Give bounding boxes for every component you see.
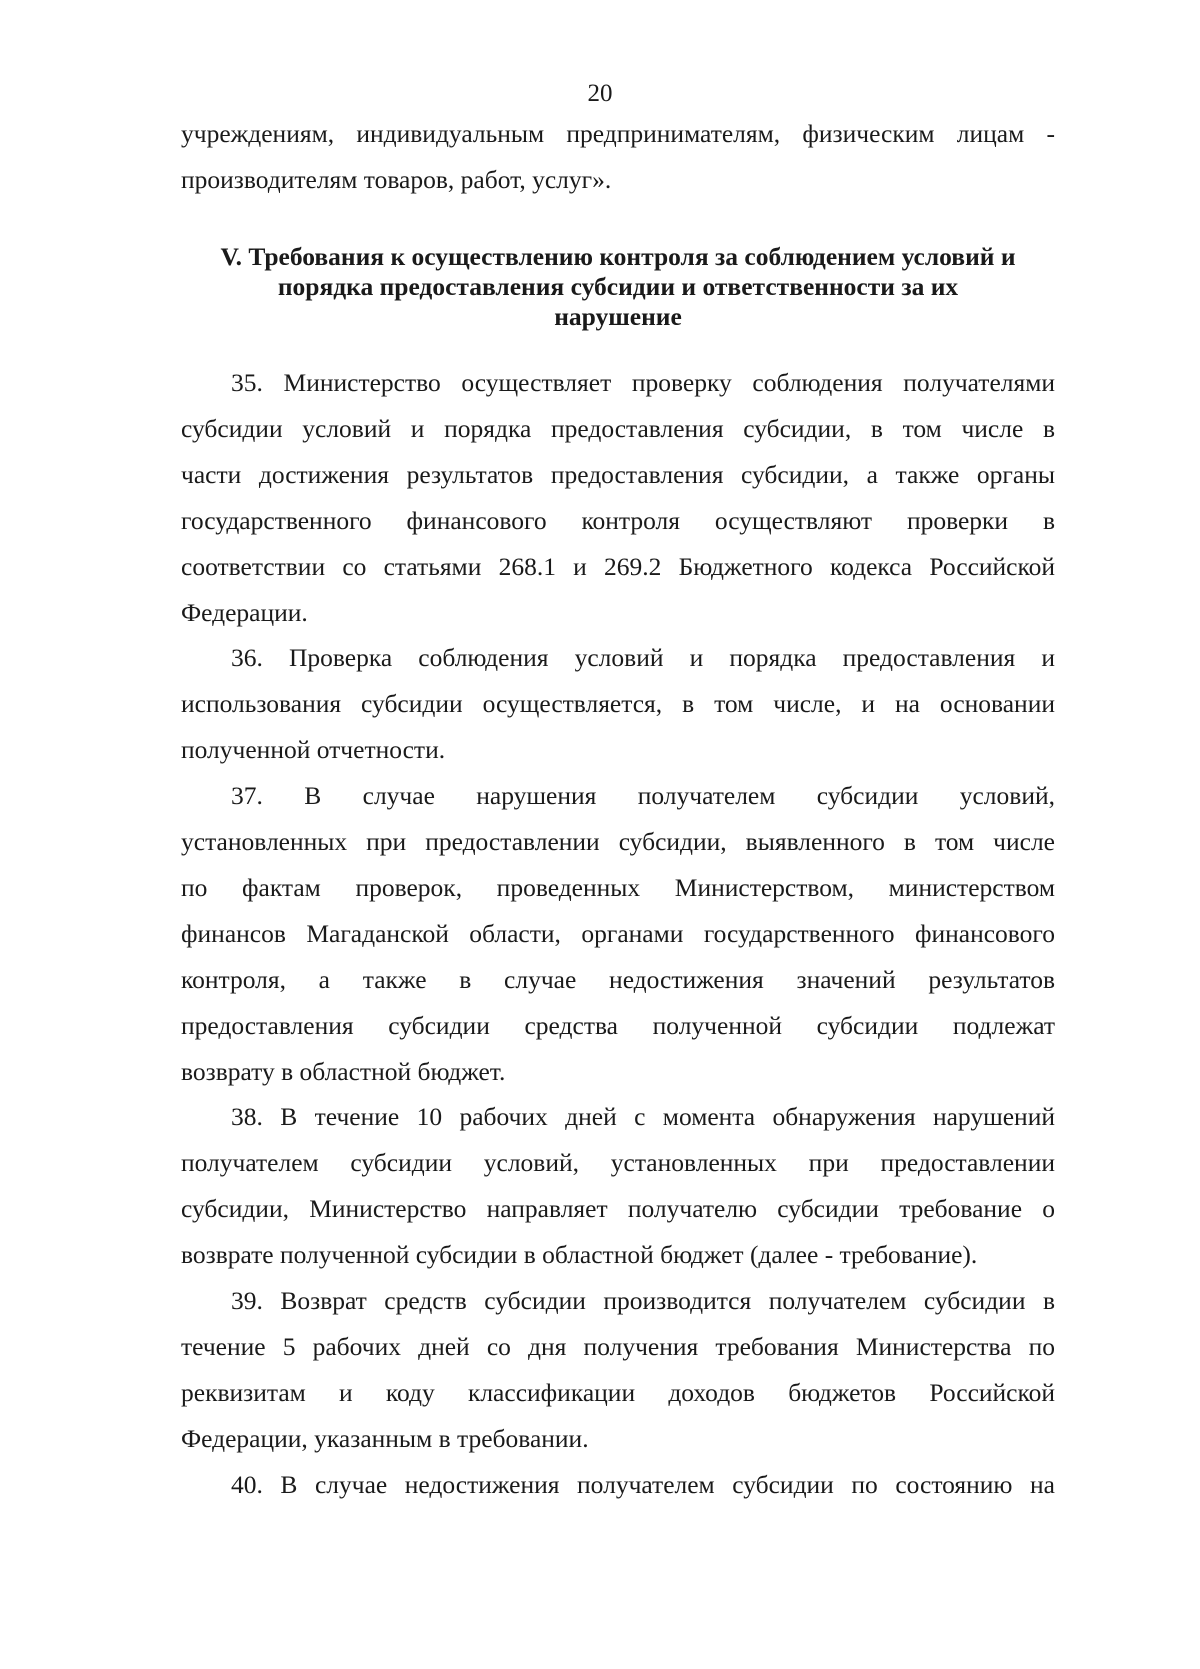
paragraph-35-line: субсидии условий и порядка предоставления субсидии, в том числе в bbox=[181, 414, 1055, 443]
paragraph-35-line: 35. Министерство осуществляет проверку соблюдения получателями bbox=[231, 368, 1055, 397]
paragraph-37-line: по фактам проверок, проведенных Министерством, министерством bbox=[181, 873, 1055, 902]
paragraph-36-line: 36. Проверка соблюдения условий и порядка предоставления и bbox=[231, 643, 1055, 672]
paragraph-39-line: 39. Возврат средств субсидии производится получателем субсидии в bbox=[231, 1286, 1055, 1315]
paragraph-39-line: течение 5 рабочих дней со дня получения требования Министерства по bbox=[181, 1332, 1055, 1361]
paragraph-39-line: Федерации, указанным в требовании. bbox=[181, 1424, 589, 1453]
page-number: 20 bbox=[587, 80, 613, 107]
paragraph-37-line: финансов Магаданской области, органами государственного финансового bbox=[181, 919, 1055, 948]
section-heading-line: V. Требования к осуществлению контроля за соблюдением условий и bbox=[220, 242, 1016, 271]
paragraph-35-line: части достижения результатов предоставления субсидии, а также органы bbox=[181, 460, 1055, 489]
paragraph-35-line: Федерации. bbox=[181, 598, 308, 627]
paragraph-39-line: реквизитам и коду классификации доходов бюджетов Российской bbox=[181, 1378, 1055, 1407]
paragraph-40-line: 40. В случае недостижения получателем субсидии по состоянию на bbox=[231, 1470, 1055, 1499]
paragraph-37-line: возврату в областной бюджет. bbox=[181, 1057, 506, 1086]
paragraph-35-line: государственного финансового контроля осуществляют проверки в bbox=[181, 506, 1055, 535]
intro-line: производителям товаров, работ, услуг». bbox=[181, 165, 612, 194]
paragraph-38-line: возврате полученной субсидии в областной бюджет (далее - требование). bbox=[181, 1240, 978, 1269]
paragraph-37-line: установленных при предоставлении субсидии, выявленного в том числе bbox=[181, 827, 1055, 856]
intro-line: учреждениям, индивидуальным предпринимателям, физическим лицам - bbox=[181, 119, 1055, 148]
section-heading-line: нарушение bbox=[554, 302, 682, 331]
section-heading-line: порядка предоставления субсидии и ответственности за их bbox=[277, 272, 959, 301]
paragraph-37-line: предоставления субсидии средства полученной субсидии подлежат bbox=[181, 1011, 1055, 1040]
paragraph-38-line: 38. В течение 10 рабочих дней с момента обнаружения нарушений bbox=[231, 1102, 1055, 1131]
paragraph-37-line: контроля, а также в случае недостижения значений результатов bbox=[181, 965, 1055, 994]
paragraph-38-line: субсидии, Министерство направляет получателю субсидии требование о bbox=[181, 1194, 1055, 1223]
paragraph-35-line: соответствии со статьями 268.1 и 269.2 Бюджетного кодекса Российской bbox=[181, 552, 1055, 581]
paragraph-37-line: 37. В случае нарушения получателем субсидии условий, bbox=[231, 781, 1055, 810]
paragraph-36-line: использования субсидии осуществляется, в том числе, и на основании bbox=[181, 689, 1055, 718]
paragraph-38-line: получателем субсидии условий, установленных при предоставлении bbox=[181, 1148, 1055, 1177]
paragraph-36-line: полученной отчетности. bbox=[181, 735, 446, 764]
